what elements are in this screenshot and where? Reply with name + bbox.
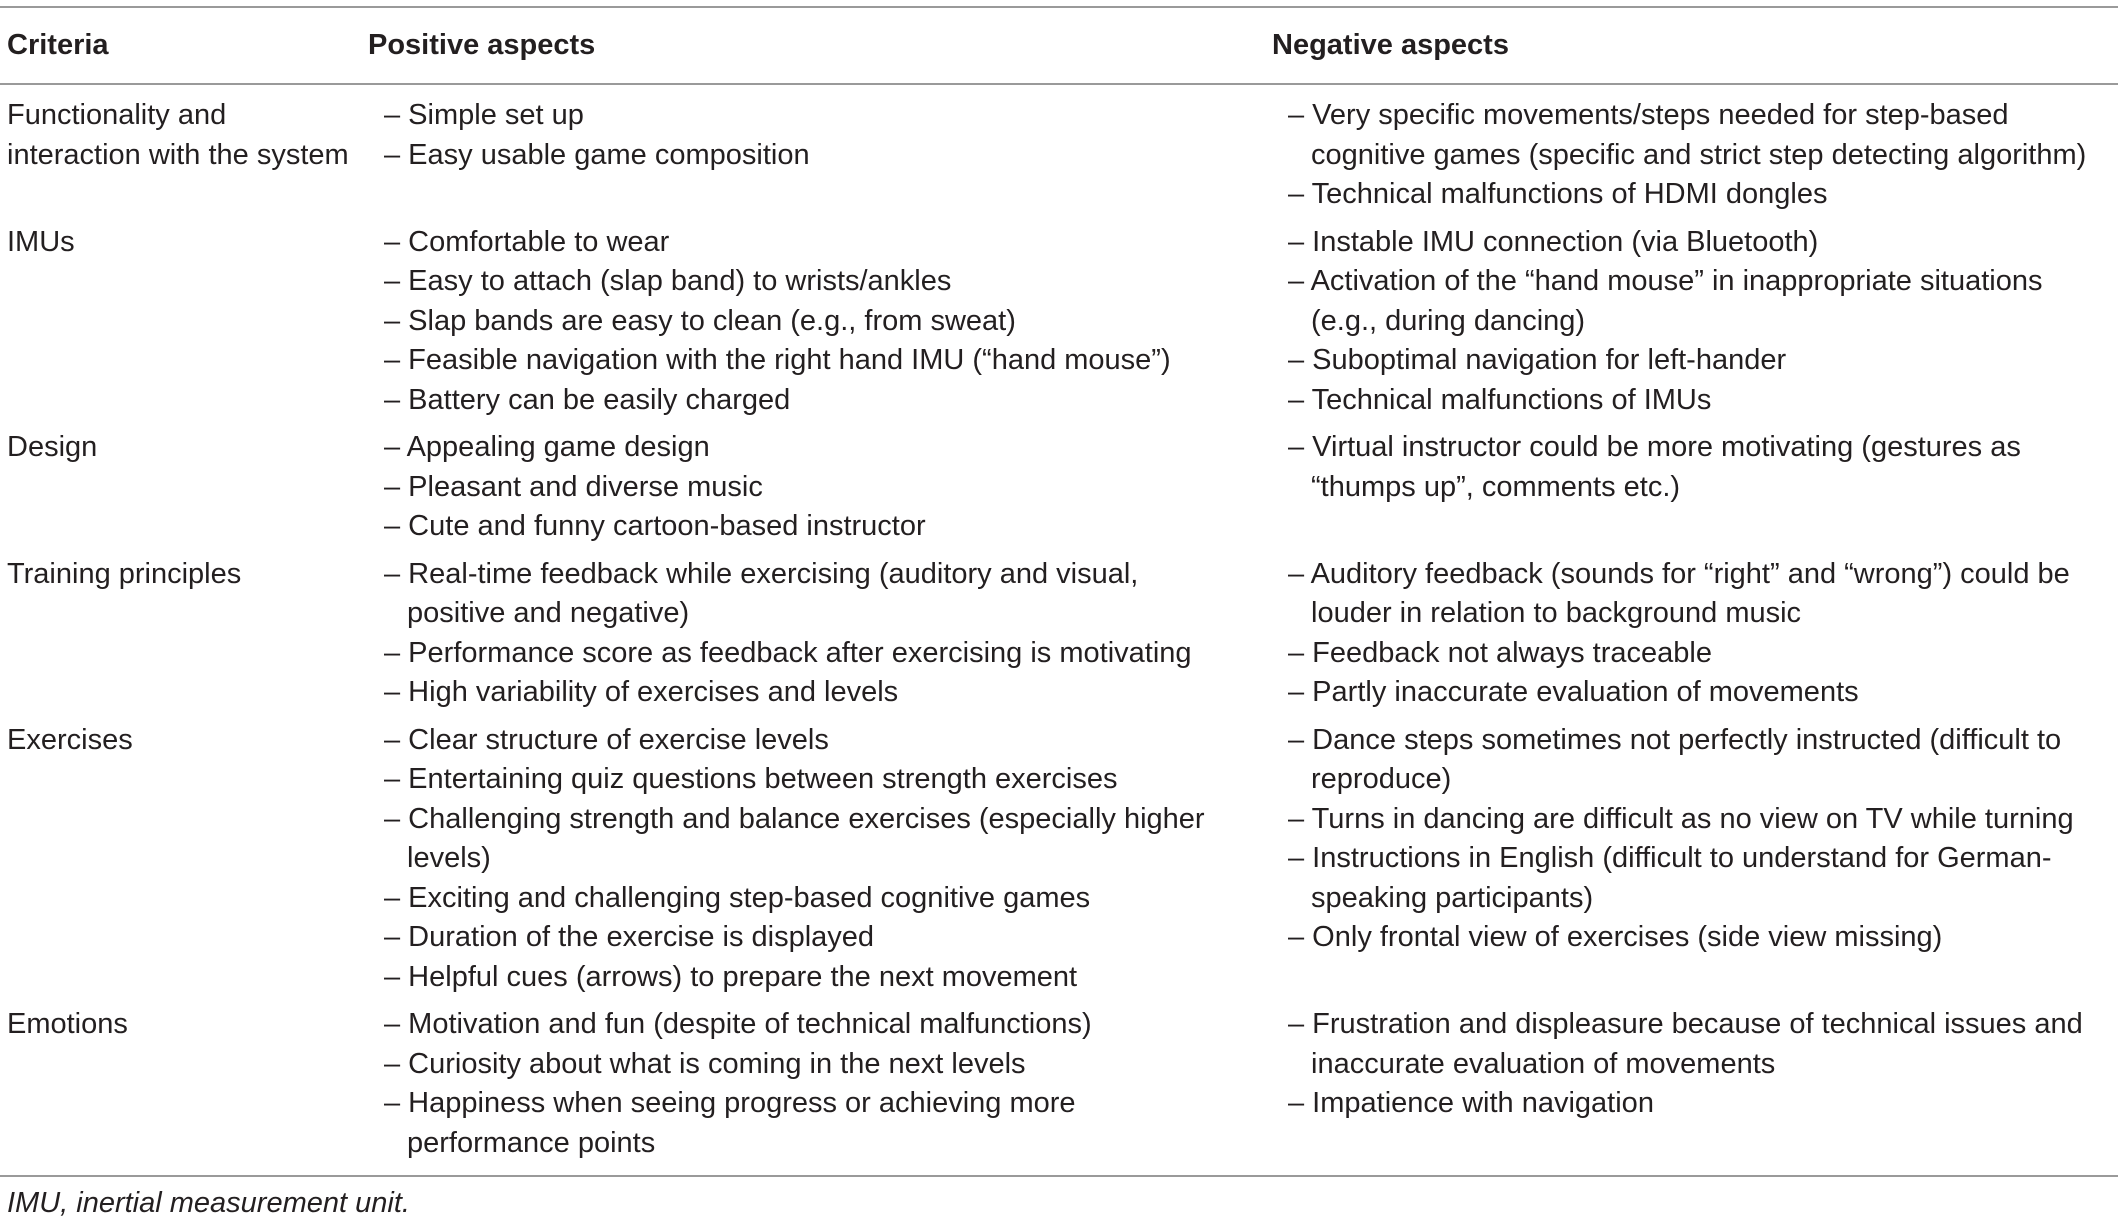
header-row bbox=[0, 7, 2118, 84]
positive-cell bbox=[361, 1005, 1265, 1175]
list-item: – Cute and funny cartoon-based instructor bbox=[384, 510, 926, 542]
table-row bbox=[0, 428, 2118, 555]
positive-list bbox=[361, 721, 1241, 998]
list-item: – Suboptimal navigation for left-hander bbox=[1288, 344, 1787, 376]
list-item: – Slap bands are easy to clean (e.g., from sweat) bbox=[384, 304, 1016, 337]
header-criteria: Criteria bbox=[0, 7, 361, 84]
positive-list bbox=[361, 1005, 1241, 1163]
positive-list bbox=[361, 555, 1241, 713]
table-row bbox=[0, 555, 2118, 721]
positive-list bbox=[361, 428, 1241, 547]
negative-list bbox=[1265, 428, 2112, 507]
list-item: – Impatience with navigation bbox=[1288, 1087, 1654, 1119]
criteria-cell: Design bbox=[7, 431, 98, 463]
list-item: – Easy to attach (slap band) to wrists/ankles bbox=[384, 265, 952, 297]
list-item: – Instructions in English (difficult to understand for German-speaking participants) bbox=[1288, 842, 2052, 914]
list-item: – Real-time feedback while exercising (auditory and visual, positive and negative) bbox=[384, 557, 1139, 629]
table-footnote: IMU, inertial measurement unit. bbox=[7, 1187, 410, 1219]
table-bottom-rule bbox=[0, 1175, 2118, 1177]
list-item: – Feedback not always traceable bbox=[1288, 636, 1712, 669]
list-item: – Curiosity about what is coming in the next levels bbox=[384, 1047, 1026, 1080]
list-item: – Technical malfunctions of HDMI dongles bbox=[1288, 178, 1828, 210]
positive-cell bbox=[361, 428, 1265, 555]
list-item: – Comfortable to wear bbox=[384, 225, 670, 258]
list-item: – Battery can be easily charged bbox=[384, 383, 791, 416]
list-item: – Duration of the exercise is displayed bbox=[384, 921, 875, 953]
criteria-cell: IMUs bbox=[7, 225, 75, 258]
negative-list bbox=[1265, 555, 2112, 713]
table-row bbox=[0, 721, 2118, 1006]
list-item: – Instable IMU connection (via Bluetooth) bbox=[1288, 225, 1819, 258]
list-item: – Auditory feedback (sounds for “right” and “wrong”) could be louder in relation to background music bbox=[1288, 557, 2070, 629]
positive-cell bbox=[361, 721, 1265, 1006]
negative-list bbox=[1265, 223, 2112, 421]
negative-cell bbox=[1265, 84, 2118, 223]
list-item: – Virtual instructor could be more motivating (gestures as “thumps up”, comments etc.) bbox=[1288, 431, 2021, 503]
header-positive-aspects: Positive aspects bbox=[361, 7, 1265, 84]
list-item: – Feasible navigation with the right hand IMU (“hand mouse”) bbox=[384, 344, 1171, 376]
positive-list bbox=[361, 96, 1241, 175]
list-item: – Only frontal view of exercises (side view missing) bbox=[1288, 921, 1943, 953]
table-row bbox=[0, 1005, 2118, 1175]
table-header bbox=[0, 7, 2118, 84]
list-item: – Dance steps sometimes not perfectly instructed (difficult to reproduce) bbox=[1288, 723, 2062, 795]
list-item: – Appealing game design bbox=[384, 431, 710, 463]
negative-cell bbox=[1265, 223, 2118, 429]
list-item: – Very specific movements/steps needed for step-based cognitive games (specific and strict step detecting algorithm) bbox=[1288, 99, 2087, 171]
list-item: – Pleasant and diverse music bbox=[384, 470, 763, 503]
positive-cell bbox=[361, 84, 1265, 223]
list-item: – Partly inaccurate evaluation of movements bbox=[1288, 676, 1859, 708]
header-negative-aspects: Negative aspects bbox=[1265, 7, 2118, 84]
table-row bbox=[0, 223, 2118, 429]
negative-cell bbox=[1265, 1005, 2118, 1175]
positive-cell bbox=[361, 555, 1265, 721]
list-item: – Helpful cues (arrows) to prepare the next movement bbox=[384, 960, 1078, 993]
list-item: – Simple set up bbox=[384, 99, 584, 131]
list-item: – Performance score as feedback after exercising is motivating bbox=[384, 636, 1192, 669]
positive-cell bbox=[361, 223, 1265, 429]
negative-list bbox=[1265, 1005, 2112, 1124]
criteria-cell: Functionality and interaction with the system bbox=[7, 99, 349, 171]
list-item: – Clear structure of exercise levels bbox=[384, 723, 829, 756]
list-item: – Activation of the “hand mouse” in inappropriate situations (e.g., during dancing) bbox=[1288, 265, 2043, 337]
criteria-cell: Training principles bbox=[7, 557, 242, 590]
positive-list bbox=[361, 223, 1241, 421]
list-item: – Challenging strength and balance exercises (especially higher levels) bbox=[384, 802, 1205, 874]
negative-cell bbox=[1265, 428, 2118, 555]
list-item: – Happiness when seeing progress or achieving more performance points bbox=[384, 1087, 1076, 1159]
list-item: – Frustration and displeasure because of technical issues and inaccurate evaluation of movements bbox=[1288, 1008, 2083, 1080]
list-item: – Entertaining quiz questions between strength exercises bbox=[384, 763, 1118, 795]
list-item: – Easy usable game composition bbox=[384, 138, 810, 171]
list-item: – Technical malfunctions of IMUs bbox=[1288, 383, 1712, 416]
evaluation-table bbox=[0, 6, 2118, 1175]
criteria-cell: Exercises bbox=[7, 723, 133, 756]
list-item: – Turns in dancing are difficult as no view on TV while turning bbox=[1288, 802, 2074, 835]
criteria-cell: Emotions bbox=[7, 1008, 128, 1040]
negative-cell bbox=[1265, 721, 2118, 1006]
table-body bbox=[0, 84, 2118, 1175]
negative-list bbox=[1265, 96, 2112, 215]
list-item: – High variability of exercises and levels bbox=[384, 676, 899, 708]
list-item: – Motivation and fun (despite of technical malfunctions) bbox=[384, 1008, 1092, 1040]
negative-list bbox=[1265, 721, 2112, 958]
table-row bbox=[0, 84, 2118, 223]
negative-cell bbox=[1265, 555, 2118, 721]
list-item: – Exciting and challenging step-based cognitive games bbox=[384, 881, 1091, 914]
